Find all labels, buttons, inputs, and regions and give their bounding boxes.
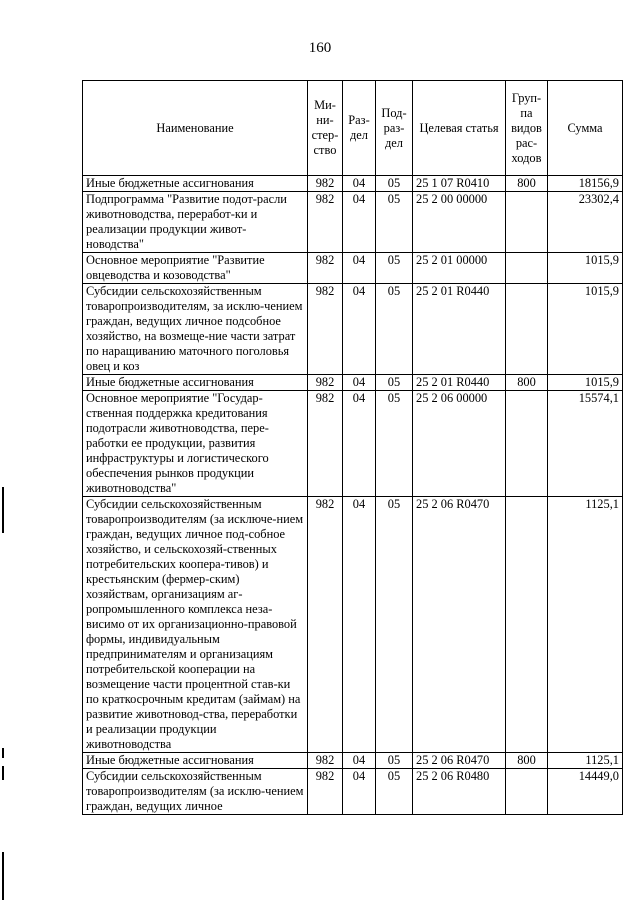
cell-name: Основное мероприятие "Развитие овцеводства и козоводства": [83, 253, 308, 284]
cell-expense-group: [506, 284, 548, 375]
cell-target-item: 25 2 00 00000: [413, 192, 506, 253]
cell-ministry: 982: [308, 253, 343, 284]
cell-subsection: 05: [376, 769, 413, 815]
cell-ministry: 982: [308, 284, 343, 375]
scan-margin-mark: [2, 748, 4, 758]
cell-target-item: 25 2 01 R0440: [413, 284, 506, 375]
cell-section: 04: [343, 192, 376, 253]
cell-name: Иные бюджетные ассигнования: [83, 176, 308, 192]
scan-margin-mark: [2, 852, 4, 900]
cell-name: Основное мероприятие "Государ-ственная поддержка кредитования подотрасли животноводства, пере-работки ее продукции, развития инфраструктуры и логистического обеспечения рынков продукции животноводства": [83, 391, 308, 497]
cell-expense-group: 800: [506, 753, 548, 769]
cell-amount: 1015,9: [548, 375, 623, 391]
header-subsection: Под-раз-дел: [376, 81, 413, 176]
header-target-item: Целевая статья: [413, 81, 506, 176]
cell-ministry: 982: [308, 192, 343, 253]
table-row: [83, 375, 623, 391]
cell-amount: 1125,1: [548, 753, 623, 769]
cell-amount: 15574,1: [548, 391, 623, 497]
cell-name: Субсидии сельскохозяйственным товаропроизводителям, за исклю-чением граждан, ведущих личное подсобное хозяйство, на возмеще-ние части затрат по наращиванию маточного поголовья овец и коз: [83, 284, 308, 375]
cell-expense-group: [506, 769, 548, 815]
page-number: 160: [308, 40, 332, 56]
cell-subsection: 05: [376, 391, 413, 497]
cell-name: Иные бюджетные ассигнования: [83, 753, 308, 769]
cell-amount: 14449,0: [548, 769, 623, 815]
cell-ministry: 982: [308, 391, 343, 497]
cell-target-item: 25 1 07 R0410: [413, 176, 506, 192]
cell-subsection: 05: [376, 375, 413, 391]
cell-section: 04: [343, 753, 376, 769]
cell-target-item: 25 2 01 00000: [413, 253, 506, 284]
cell-section: 04: [343, 284, 376, 375]
cell-section: 04: [343, 375, 376, 391]
cell-ministry: 982: [308, 753, 343, 769]
cell-name: Иные бюджетные ассигнования: [83, 375, 308, 391]
cell-ministry: 982: [308, 375, 343, 391]
cell-expense-group: 800: [506, 176, 548, 192]
table-row: [83, 176, 623, 192]
cell-subsection: 05: [376, 753, 413, 769]
cell-target-item: 25 2 06 R0480: [413, 769, 506, 815]
cell-subsection: 05: [376, 253, 413, 284]
cell-subsection: 05: [376, 192, 413, 253]
cell-expense-group: [506, 391, 548, 497]
cell-amount: 18156,9: [548, 176, 623, 192]
cell-amount: 1015,9: [548, 284, 623, 375]
cell-expense-group: [506, 497, 548, 753]
cell-amount: 23302,4: [548, 192, 623, 253]
cell-amount: 1015,9: [548, 253, 623, 284]
header-name: Наименование: [83, 81, 308, 176]
header-ministry: Ми-ни-стер-ство: [308, 81, 343, 176]
cell-expense-group: [506, 192, 548, 253]
cell-ministry: 982: [308, 497, 343, 753]
cell-section: 04: [343, 391, 376, 497]
header-expense-group: Груп-па видов рас-ходов: [506, 81, 548, 176]
cell-section: 04: [343, 769, 376, 815]
cell-section: 04: [343, 253, 376, 284]
header-amount: Сумма: [548, 81, 623, 176]
cell-subsection: 05: [376, 497, 413, 753]
cell-expense-group: [506, 253, 548, 284]
cell-name: Субсидии сельскохозяйственным товаропроизводителям (за исклю-чением граждан, ведущих личное: [83, 769, 308, 815]
cell-subsection: 05: [376, 284, 413, 375]
budget-table: [82, 80, 623, 815]
scan-margin-mark: [2, 766, 4, 780]
scan-margin-mark: [2, 487, 4, 533]
table-row: [83, 253, 623, 284]
table-row: [83, 753, 623, 769]
cell-target-item: 25 2 06 R0470: [413, 753, 506, 769]
cell-expense-group: 800: [506, 375, 548, 391]
table-row: [83, 284, 623, 375]
cell-target-item: 25 2 01 R0440: [413, 375, 506, 391]
table-row: [83, 769, 623, 815]
cell-subsection: 05: [376, 176, 413, 192]
cell-name: Подпрограмма "Развитие подот-расли животноводства, переработ-ки и реализации продукции живот-новодства": [83, 192, 308, 253]
table-row: [83, 497, 623, 753]
cell-target-item: 25 2 06 00000: [413, 391, 506, 497]
header-section: Раз-дел: [343, 81, 376, 176]
cell-section: 04: [343, 176, 376, 192]
cell-target-item: 25 2 06 R0470: [413, 497, 506, 753]
table-header-row: [83, 81, 623, 176]
cell-section: 04: [343, 497, 376, 753]
cell-name: Субсидии сельскохозяйственным товаропроизводителям (за исключе-нием граждан, ведущих личное под-собное хозяйство, и сельскохозяй-ственных потребительских коопера-тивов) и крестьянским (фермер-ским) хозяйствам, организациям аг-ропромышленного комплекса неза-висимо от их организационно-правовой формы, индивидуальным предпринимателям и организациям потребительской кооперации на возмещение части процентной став-ки по краткосрочным кредитам (займам) на развитие животновод-ства, переработки и реализации продукции животноводства: [83, 497, 308, 753]
cell-amount: 1125,1: [548, 497, 623, 753]
cell-ministry: 982: [308, 176, 343, 192]
table-row: [83, 391, 623, 497]
table-row: [83, 192, 623, 253]
cell-ministry: 982: [308, 769, 343, 815]
